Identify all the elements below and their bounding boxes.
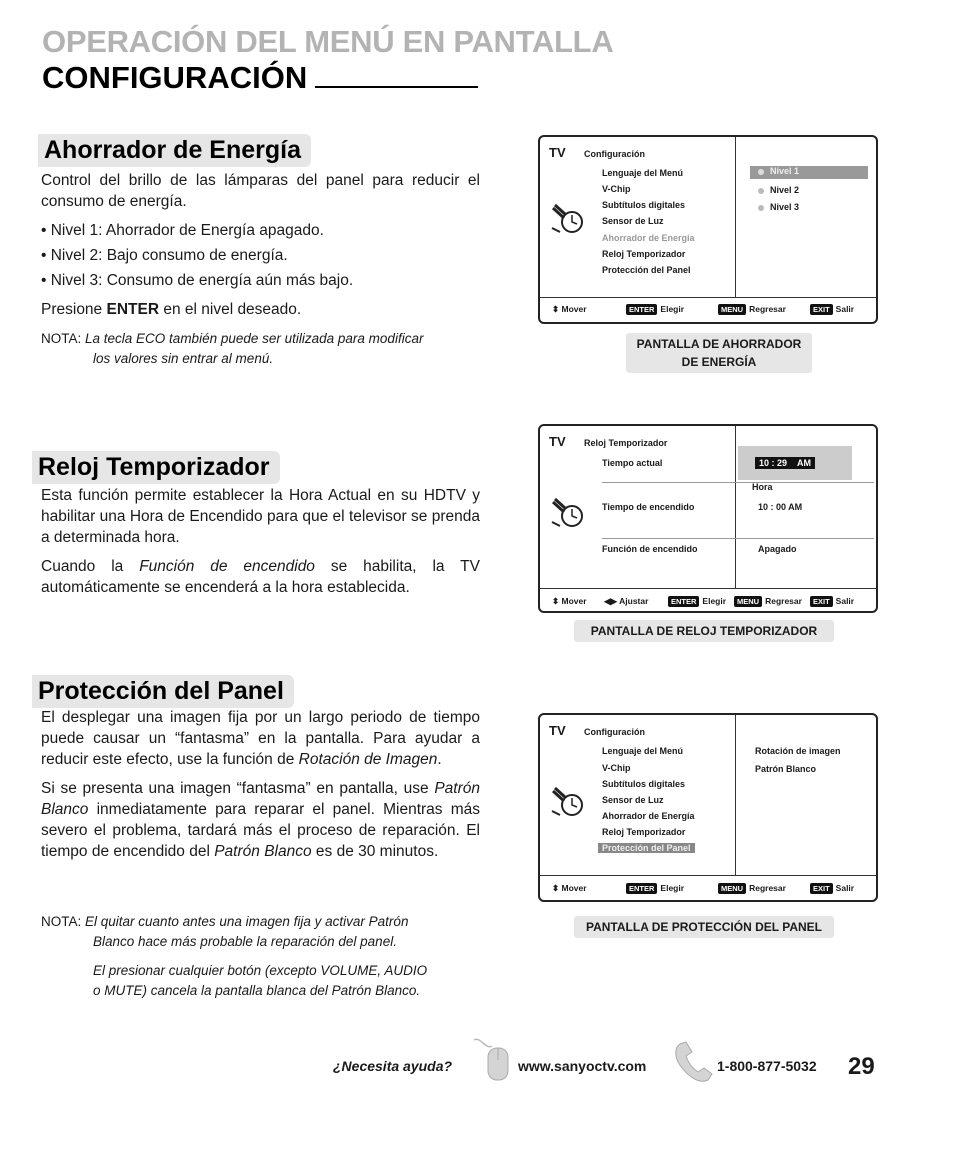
tv-label: TV <box>549 723 566 738</box>
footer-enter <box>668 596 726 607</box>
footer-enter <box>626 304 684 315</box>
enter-key: ENTER <box>626 304 657 315</box>
option-nivel-1[interactable] <box>750 166 868 179</box>
footer-move <box>552 304 587 315</box>
ahorrador-bullet-1: • Nivel 1: Ahorrador de Energía apagado. <box>41 222 324 239</box>
note-line: La tecla ECO también puede ser utilizada para modificar <box>85 331 424 346</box>
note-line: El quitar cuanto antes una imagen fija y activar Patrón <box>85 914 409 929</box>
footer-menu <box>718 304 786 315</box>
footer-menu <box>718 883 786 894</box>
row-divider <box>602 482 874 483</box>
subtitle-rule <box>315 86 478 88</box>
ahorrador-press <box>41 299 480 320</box>
hora-label: Hora <box>752 482 773 492</box>
ahorrador-bullet-3: • Nivel 3: Consumo de energía aún más bajo. <box>41 272 354 289</box>
footer-website[interactable]: www.sanyoctv.com <box>518 1058 647 1074</box>
section-heading-ahorrador: Ahorrador de Energía <box>38 134 311 167</box>
section-heading-reloj: Reloj Temporizador <box>32 451 280 484</box>
caption-line: DE ENERGÍA <box>681 355 757 369</box>
reloj-p2 <box>41 556 480 598</box>
menu-divider <box>735 426 736 588</box>
menu-item-active[interactable]: Protección del Panel <box>598 843 695 853</box>
proteccion-p2 <box>41 778 480 862</box>
menu-key: MENU <box>718 883 746 894</box>
footer-label: Regresar <box>749 304 786 314</box>
option-label: Nivel 2 <box>770 185 800 195</box>
footer-move <box>552 883 587 894</box>
footer-label: Elegir <box>660 883 685 893</box>
text-emphasis: Rotación de Imagen <box>298 751 438 768</box>
ahorrador-bullet-2: • Nivel 2: Bajo consumo de energía. <box>41 247 288 264</box>
footer-label: Salir <box>835 304 855 314</box>
text-run: es de 30 minutos. <box>311 843 439 860</box>
ahorrador-body <box>41 170 480 328</box>
text-run: inmediatamente para reparar el panel. Mientras más severo el problema, tardará más el proceso de reparación. El tiempo de encendido del <box>41 801 480 860</box>
row-funcion-encendido[interactable]: Función de encendido <box>602 544 698 554</box>
note-line: El presionar cualquier botón (excepto VOLUME, AUDIO <box>93 963 428 978</box>
text-run: El desplegar una imagen fija por un largo periodo de tiempo puede causar un “fantasma” en la pantalla. Para ayudar a reducir este efecto, use la función de <box>41 709 480 768</box>
footer-label: Regresar <box>765 596 802 606</box>
menu-item[interactable]: Reloj Temporizador <box>602 827 686 837</box>
text-emphasis: Patrón Blanco <box>214 843 312 860</box>
caption-ahorrador <box>626 333 812 373</box>
exit-key: EXIT <box>810 883 833 894</box>
footer-exit <box>810 304 854 315</box>
subtitle-text: CONFIGURACIÓN <box>42 60 308 95</box>
footer-label: Mover <box>561 304 587 314</box>
tiempo-encendido-value[interactable]: 10 : 00 AM <box>758 502 803 512</box>
caption-proteccion: PANTALLA DE PROTECCIÓN DEL PANEL <box>574 916 834 938</box>
row-tiempo-actual[interactable]: Tiempo actual <box>602 458 663 468</box>
menu-item[interactable]: Protección del Panel <box>602 265 691 275</box>
funcion-encendido-value[interactable]: Apagado <box>758 544 797 554</box>
reloj-body <box>41 485 480 606</box>
text-emphasis: Función de encendido <box>139 558 315 575</box>
option-label: Nivel 1 <box>770 166 800 176</box>
proteccion-p1 <box>41 707 480 770</box>
menu-key: MENU <box>718 304 746 315</box>
footer-label: Mover <box>561 596 587 606</box>
caption-reloj: PANTALLA DE RELOJ TEMPORIZADOR <box>574 620 834 642</box>
footer-label: Mover <box>561 883 587 893</box>
ahorrador-intro: Control del brillo de las lámparas del panel para reducir el consumo de energía. <box>41 172 480 210</box>
tv-screen-proteccion <box>538 713 878 902</box>
tv-label: TV <box>549 145 566 160</box>
footer-adjust <box>604 596 648 607</box>
row-divider <box>602 538 874 539</box>
setup-emblem-icon <box>550 496 586 530</box>
radio-icon <box>758 188 764 194</box>
note-line: o MUTE) cancela la pantalla blanca del Patrón Blanco. <box>93 983 421 998</box>
menu-item-active[interactable]: Ahorrador de Energía <box>602 233 695 243</box>
up-down-arrow-icon: ⬍ <box>552 596 560 606</box>
text-emphasis: Patrón Blanco <box>41 780 480 818</box>
note-line: Blanco hace más probable la reparación del panel. <box>93 934 397 949</box>
exit-key: EXIT <box>810 304 833 315</box>
menu-item[interactable]: Subtítulos digitales <box>602 200 686 210</box>
page-header-title: OPERACIÓN DEL MENÚ EN PANTALLA <box>42 24 614 59</box>
menu-footer-divider <box>540 875 876 876</box>
footer-label: Salir <box>835 883 855 893</box>
phone-icon <box>670 1040 716 1086</box>
radio-icon <box>758 205 764 211</box>
menu-item[interactable]: Lenguaje del Menú <box>602 168 684 178</box>
menu-footer-divider <box>540 297 876 298</box>
menu-item[interactable]: Ahorrador de Energía <box>602 811 695 821</box>
menu-item[interactable]: Lenguaje del Menú <box>602 746 684 756</box>
time-minute: 29 <box>777 458 788 468</box>
enter-key: ENTER <box>626 883 657 894</box>
footer-exit <box>810 883 854 894</box>
footer-move <box>552 596 587 607</box>
tv-label: TV <box>549 434 566 449</box>
enter-key: ENTER <box>668 596 699 607</box>
press-pre: Presione <box>41 301 107 318</box>
menu-divider <box>735 137 736 297</box>
left-right-arrow-icon: ◀▶ <box>604 596 618 606</box>
proteccion-note <box>41 912 486 1001</box>
row-tiempo-encendido[interactable]: Tiempo de encendido <box>602 502 695 512</box>
menu-item[interactable]: Subtítulos digitales <box>602 779 686 789</box>
setup-emblem-icon <box>550 785 586 819</box>
reloj-p1: Esta función permite establecer la Hora Actual en su HDTV y habilitar una Hora de Encendido para que el televisor se prenda a determinada hora. <box>41 487 480 546</box>
text-run: Si se presenta una imagen “fantasma” en pantalla, use <box>41 780 435 797</box>
ahorrador-note <box>41 329 486 369</box>
footer-help: ¿Necesita ayuda? <box>333 1058 453 1074</box>
footer-label: Elegir <box>702 596 727 606</box>
option-patron-blanco[interactable]: Patrón Blanco <box>755 764 817 774</box>
menu-divider <box>735 715 736 875</box>
menu-item[interactable]: Sensor de Luz <box>602 216 664 226</box>
menu-title: Reloj Temporizador <box>584 438 668 448</box>
note-line: los valores sin entrar al menú. <box>93 351 274 366</box>
mouse-icon <box>470 1036 514 1084</box>
press-key: ENTER <box>106 301 160 318</box>
footer-label: Salir <box>835 596 855 606</box>
footer-menu <box>734 596 802 607</box>
footer-label: Ajustar <box>619 596 649 606</box>
option-rotacion[interactable]: Rotación de imagen <box>755 746 841 756</box>
page-number: 29 <box>848 1053 875 1080</box>
up-down-arrow-icon: ⬍ <box>552 304 560 314</box>
setup-emblem-icon <box>550 202 586 236</box>
menu-key: MENU <box>734 596 762 607</box>
text-run: se habilita, la TV automáticamente se encenderá a la hora establecida. <box>41 558 480 596</box>
caption-line: PANTALLA DE AHORRADOR <box>636 337 802 351</box>
option-nivel-2[interactable] <box>758 185 799 195</box>
option-nivel-3[interactable] <box>758 202 799 212</box>
page-header-subtitle <box>42 60 478 96</box>
menu-item[interactable]: Sensor de Luz <box>602 795 664 805</box>
tv-screen-reloj <box>538 424 878 613</box>
option-label: Nivel 3 <box>770 202 800 212</box>
time-hour: 10 <box>759 458 770 468</box>
menu-item[interactable]: V-Chip <box>602 763 631 773</box>
menu-title: Configuración <box>584 727 645 737</box>
footer-label: Elegir <box>660 304 685 314</box>
footer-enter <box>626 883 684 894</box>
proteccion-body <box>41 707 480 870</box>
note-label: NOTA: <box>41 914 82 929</box>
exit-key: EXIT <box>810 596 833 607</box>
footer-phone[interactable]: 1-800-877-5032 <box>717 1058 817 1074</box>
up-down-arrow-icon: ⬍ <box>552 883 560 893</box>
radio-icon <box>758 169 764 175</box>
tv-screen-ahorrador <box>538 135 878 324</box>
press-post: en el nivel deseado. <box>159 301 302 318</box>
menu-item[interactable]: V-Chip <box>602 184 631 194</box>
menu-title: Configuración <box>584 149 645 159</box>
section-heading-proteccion: Protección del Panel <box>32 675 294 708</box>
text-run: . <box>437 751 442 768</box>
menu-item[interactable]: Reloj Temporizador <box>602 249 686 259</box>
time-field[interactable]: 10 : 29 AM <box>755 457 815 469</box>
footer-label: Regresar <box>749 883 786 893</box>
text-run: Cuando la <box>41 558 140 575</box>
time-ampm: AM <box>797 458 812 468</box>
note-label: NOTA: <box>41 331 82 346</box>
footer-exit <box>810 596 854 607</box>
menu-footer-divider <box>540 588 876 589</box>
